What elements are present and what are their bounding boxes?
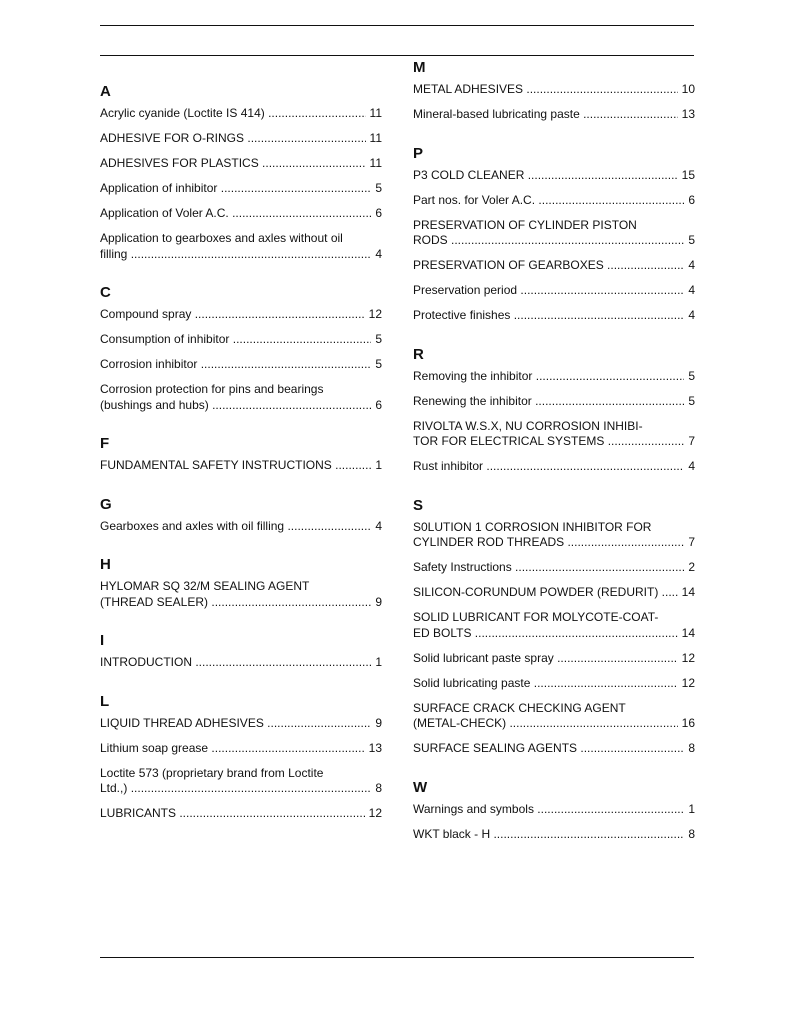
page-number: 5 xyxy=(375,357,382,371)
section-letter: R xyxy=(413,345,424,363)
index-section-i xyxy=(100,631,382,671)
page-number: 7 xyxy=(688,434,695,448)
index-entry xyxy=(413,82,695,98)
page-number: 8 xyxy=(688,741,695,755)
index-section-l xyxy=(100,692,382,822)
entry-text: Warnings and symbols ..... xyxy=(413,802,684,818)
entry-text: Solid lubricating paste ..... xyxy=(413,676,678,692)
page-number: 5 xyxy=(688,233,695,247)
index-entry xyxy=(413,394,695,410)
entry-text-first-line: PRESERVATION OF CYLINDER PISTON xyxy=(413,217,637,232)
index-entry xyxy=(100,307,382,323)
entry-text: Acrylic cyanide (Loctite IS 414) ..... xyxy=(100,106,366,122)
index-entry xyxy=(413,107,695,123)
index-section-s xyxy=(413,496,695,757)
entry-text: (THREAD SEALER) ..... xyxy=(100,595,371,611)
section-letter: H xyxy=(100,556,111,573)
page-number: 5 xyxy=(688,368,695,383)
page-number: 4 xyxy=(375,246,382,261)
entry-text-first-line: Loctite 573 (proprietary brand from Loctite xyxy=(100,765,324,780)
index-entry xyxy=(413,676,695,692)
entry-text-first-line: Corrosion protection for pins and bearings xyxy=(100,382,324,396)
entry-text: TOR FOR ELECTRICAL SYSTEMS ..... xyxy=(413,434,684,450)
top-rule-1 xyxy=(100,25,694,26)
page-number: 12 xyxy=(368,806,382,820)
section-letter: L xyxy=(100,692,110,710)
index-section-h xyxy=(100,555,382,610)
section-letter: W xyxy=(413,778,428,796)
entry-text: P3 COLD CLEANER ..... xyxy=(413,168,678,184)
index-entry xyxy=(100,206,382,222)
index-entry xyxy=(100,231,382,262)
page-number: 4 xyxy=(375,518,382,533)
page-number: 14 xyxy=(681,625,695,640)
page-number: 4 xyxy=(688,459,695,473)
page-number: 6 xyxy=(375,206,382,220)
entry-text: Safety Instructions ..... xyxy=(413,560,684,576)
page-number: 9 xyxy=(375,715,382,730)
section-letter: C xyxy=(100,284,111,301)
index-section-a xyxy=(100,82,382,262)
entry-text: LUBRICANTS ..... xyxy=(100,806,365,822)
entry-text: SILICON-CORUNDUM POWDER (REDURIT) ..... xyxy=(413,585,678,601)
index-entry xyxy=(100,741,382,757)
index-section-r xyxy=(413,345,695,475)
index-entry xyxy=(413,419,695,450)
entry-text: LIQUID THREAD ADHESIVES ..... xyxy=(100,716,371,732)
page-number: 16 xyxy=(681,716,695,730)
entry-text-first-line: SOLID LUBRICANT FOR MOLYCOTE-COAT- xyxy=(413,610,659,624)
index-section-g xyxy=(100,495,382,535)
index-entry xyxy=(413,560,695,576)
index-entry xyxy=(413,283,695,299)
entry-text: PRESERVATION OF GEARBOXES ..... xyxy=(413,258,684,274)
index-entry xyxy=(413,585,695,601)
index-section-m xyxy=(413,58,695,123)
section-letter: I xyxy=(100,632,105,649)
entry-text-first-line: SURFACE CRACK CHECKING AGENT xyxy=(413,700,626,715)
page-number: 1 xyxy=(375,655,382,669)
index-section-c xyxy=(100,283,382,413)
entry-text: RODS ..... xyxy=(413,233,684,249)
entry-text-first-line: S0LUTION 1 CORROSION INHIBITOR FOR xyxy=(413,519,652,534)
entry-text: Ltd.,) ..... xyxy=(100,781,371,797)
index-section-p xyxy=(413,144,695,324)
index-entry xyxy=(413,827,695,843)
index-entry xyxy=(413,651,695,667)
index-entry xyxy=(413,218,695,249)
page-number: 7 xyxy=(688,535,695,549)
entry-text: CYLINDER ROD THREADS ..... xyxy=(413,535,684,551)
section-letter: P xyxy=(413,144,424,162)
index-column-right xyxy=(413,58,695,863)
page-number: 11 xyxy=(369,131,382,145)
index-section-w xyxy=(413,778,695,843)
index-entry xyxy=(413,308,695,324)
index-entry xyxy=(100,766,382,797)
index-entry xyxy=(100,106,382,122)
entry-text: Compound spray ..... xyxy=(100,307,365,323)
page-number: 15 xyxy=(681,167,695,182)
page-number: 12 xyxy=(368,307,382,321)
entry-text: ADHESIVES FOR PLASTICS ..... xyxy=(100,156,366,172)
index-entry xyxy=(413,741,695,757)
entry-text: FUNDAMENTAL SAFETY INSTRUCTIONS ..... xyxy=(100,458,371,474)
index-entry xyxy=(100,156,382,172)
section-letter: G xyxy=(100,495,112,513)
page-number: 4 xyxy=(688,308,695,322)
page-number: 5 xyxy=(688,393,695,408)
entry-text: Corrosion inhibitor ..... xyxy=(100,357,371,373)
index-entry xyxy=(100,181,382,197)
index-entry xyxy=(100,655,382,671)
index-entry xyxy=(413,802,695,818)
entry-text: Mineral-based lubricating paste ..... xyxy=(413,107,678,123)
index-entry xyxy=(413,193,695,209)
page-number: 4 xyxy=(688,258,695,272)
page-number: 14 xyxy=(681,585,695,599)
index-entry xyxy=(100,357,382,373)
index-entry xyxy=(100,716,382,732)
index-entry xyxy=(100,131,382,147)
entry-text: SURFACE SEALING AGENTS ..... xyxy=(413,741,684,757)
entry-text: Consumption of inhibitor ..... xyxy=(100,332,371,348)
entry-text: Rust inhibitor ..... xyxy=(413,459,684,475)
top-rule-2 xyxy=(100,55,694,56)
index-section-f xyxy=(100,434,382,474)
page-number: 11 xyxy=(369,156,382,170)
index-entry xyxy=(413,610,695,641)
index-entry xyxy=(413,459,695,475)
entry-text-first-line: RIVOLTA W.S.X, NU CORROSION INHIBI- xyxy=(413,418,643,433)
entry-text: Removing the inhibitor ..... xyxy=(413,369,684,385)
section-letter: M xyxy=(413,59,426,76)
index-entry xyxy=(413,168,695,184)
entry-text: INTRODUCTION ..... xyxy=(100,655,371,671)
entry-text: Gearboxes and axles with oil filling ..... xyxy=(100,519,371,535)
entry-text: Solid lubricant paste spray ..... xyxy=(413,651,678,667)
entry-text: Renewing the inhibitor ..... xyxy=(413,394,684,410)
entry-text: ADHESIVE FOR O-RINGS ..... xyxy=(100,131,366,147)
index-entry xyxy=(100,519,382,535)
entry-text: WKT black - H ..... xyxy=(413,827,684,843)
entry-text: Application of Voler A.C. ..... xyxy=(100,206,371,222)
entry-text: ED BOLTS ..... xyxy=(413,626,678,642)
entry-text-first-line: Application to gearboxes and axles without oil xyxy=(100,231,343,245)
entry-text-first-line: HYLOMAR SQ 32/M SEALING AGENT xyxy=(100,579,310,593)
entry-text: (METAL-CHECK) ..... xyxy=(413,716,678,732)
entry-text: (bushings and hubs) ..... xyxy=(100,398,371,414)
entry-text: Preservation period ..... xyxy=(413,283,684,299)
page-number: 2 xyxy=(688,560,695,574)
index-column-left xyxy=(100,82,382,843)
index-entry xyxy=(413,258,695,274)
index-entry xyxy=(100,458,382,474)
page-number: 10 xyxy=(681,82,695,96)
entry-text: Lithium soap grease ..... xyxy=(100,741,365,757)
index-entry xyxy=(100,806,382,822)
page-number: 12 xyxy=(681,650,695,665)
index-entry xyxy=(100,579,382,610)
section-letter: F xyxy=(100,435,110,452)
page-number: 1 xyxy=(375,458,382,472)
index-entry xyxy=(100,382,382,413)
entry-text: METAL ADHESIVES ..... xyxy=(413,82,678,98)
index-entry xyxy=(413,369,695,385)
page-number: 13 xyxy=(681,107,695,121)
page-number: 5 xyxy=(375,332,382,346)
page-number: 13 xyxy=(368,740,382,755)
entry-text: filling ..... xyxy=(100,247,371,263)
page-number: 5 xyxy=(375,181,382,195)
page-number: 4 xyxy=(688,283,695,297)
page-number: 8 xyxy=(688,826,695,841)
page-number: 9 xyxy=(375,594,382,609)
bottom-rule xyxy=(100,957,694,958)
entry-text: Protective finishes ..... xyxy=(413,308,684,324)
index-entry xyxy=(413,701,695,732)
page-number: 1 xyxy=(688,801,695,816)
page-number: 6 xyxy=(375,397,382,412)
entry-text: Part nos. for Voler A.C. ..... xyxy=(413,193,684,209)
page-number: 11 xyxy=(369,106,382,120)
section-letter: S xyxy=(413,496,424,514)
page-number: 6 xyxy=(688,192,695,207)
index-entry xyxy=(100,332,382,348)
index-entry xyxy=(413,520,695,551)
entry-text: Application of inhibitor ..... xyxy=(100,181,371,197)
section-letter: A xyxy=(100,83,111,100)
page-number: 8 xyxy=(375,781,382,795)
page-number: 12 xyxy=(681,675,695,690)
